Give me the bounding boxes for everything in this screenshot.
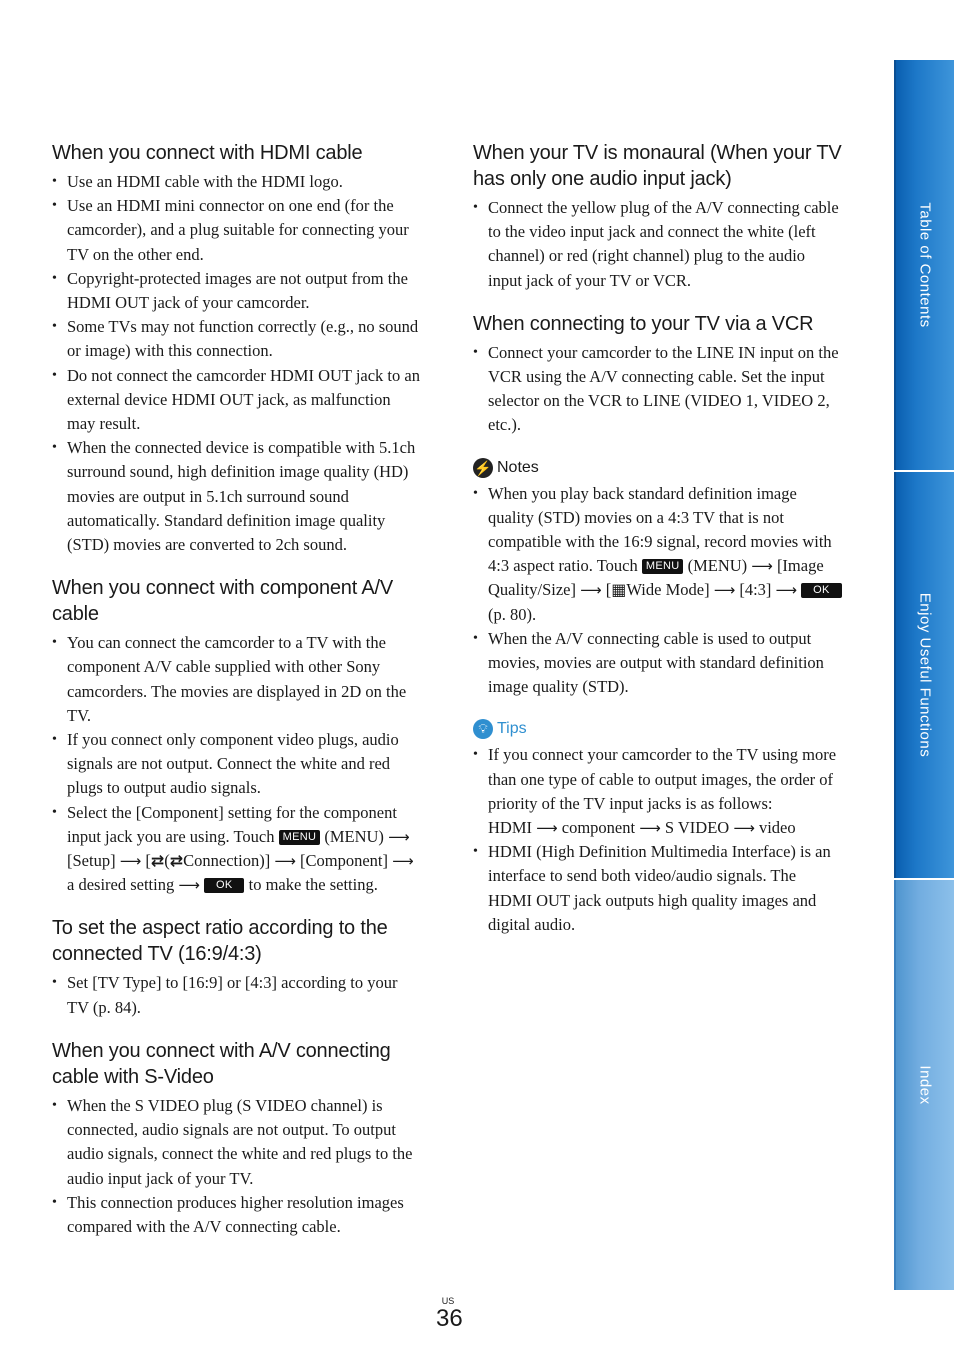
list-item: • You can connect the camcorder to a TV with the component A/V cable supplied with other Sony camcorders. The movies are displayed in 2D on the TV. bbox=[52, 631, 422, 728]
tab-label: Table of Contents bbox=[916, 202, 934, 328]
right-arrow-icon: ⟶ bbox=[388, 827, 410, 846]
tab-enjoy-useful-functions[interactable] bbox=[894, 472, 954, 878]
vcr-section bbox=[473, 311, 843, 438]
bullet-list bbox=[473, 341, 843, 438]
text: (p. 80). bbox=[488, 604, 537, 624]
ok-button-icon: OK bbox=[801, 583, 842, 598]
text: a desired setting bbox=[67, 875, 175, 895]
list-item: • Set [TV Type] to [16:9] or [4:3] according to your TV (p. 84). bbox=[52, 971, 422, 1019]
text: [Component] bbox=[299, 851, 388, 871]
text: ( bbox=[164, 851, 170, 871]
lightbulb-icon: 💡︎ bbox=[473, 719, 493, 739]
text: If you connect your camcorder to the TV using more than one type of cable to output images, the order of priority of the TV input jacks is as follows: bbox=[488, 745, 837, 813]
list-item: • Use an HDMI mini connector on one end (for the camcorder), and a plug suitable for connecting your TV on the other end. bbox=[52, 194, 422, 267]
page-number-value: 36 bbox=[436, 1305, 463, 1332]
text: [Image Quality/Size] bbox=[488, 556, 824, 600]
list-item: • Do not connect the camcorder HDMI OUT jack to an external device HDMI OUT jack, as malfunction may result. bbox=[52, 364, 422, 437]
list-item: • When the A/V connecting cable is used to output movies, movies are output with standard definition image quality (STD). bbox=[473, 627, 843, 700]
list-item-aspect-note bbox=[473, 482, 843, 627]
left-column bbox=[52, 140, 422, 1257]
list-item: • Some TVs may not function correctly (e.g., no sound or image) with this connection. bbox=[52, 315, 422, 363]
right-arrow-icon: ⟶ bbox=[775, 581, 798, 600]
tab-label: Index bbox=[916, 1065, 934, 1105]
connection-icon: ⇄ bbox=[150, 851, 165, 871]
menu-button-icon: MENU bbox=[279, 830, 321, 845]
list-item: • This connection produces higher resolution images compared with the A/V connecting cable. bbox=[52, 1191, 422, 1239]
priority-item: S VIDEO bbox=[664, 818, 730, 838]
section-heading: When connecting to your TV via a VCR bbox=[473, 312, 814, 335]
bullet-list bbox=[473, 743, 843, 937]
right-arrow-icon: ⟶ bbox=[119, 852, 142, 871]
list-item: • If you connect only component video plugs, audio signals are not output. Connect the white and red plugs to output audio signals. bbox=[52, 728, 422, 801]
right-arrow-icon: ⟶ bbox=[392, 852, 414, 871]
right-column bbox=[473, 140, 843, 955]
text: [ bbox=[605, 580, 612, 600]
section-heading: When you connect with component A/V cable bbox=[52, 577, 393, 626]
section-heading: When your TV is monaural (When your TV has only one audio input jack) bbox=[473, 142, 842, 190]
text: [4:3] bbox=[739, 580, 772, 600]
tab-index[interactable] bbox=[894, 880, 954, 1290]
component-section bbox=[52, 575, 422, 897]
section-heading: To set the aspect ratio according to the connected TV (16:9/4:3) bbox=[52, 917, 388, 966]
text: Select the [Component] setting for the component input jack you are using. bbox=[67, 802, 397, 846]
connection-icon: ⇄ bbox=[169, 851, 184, 871]
right-arrow-icon: ⟶ bbox=[580, 581, 602, 600]
right-arrow-icon: ⟶ bbox=[536, 819, 558, 838]
right-arrow-icon: ⟶ bbox=[274, 852, 296, 871]
section-heading: When you connect with A/V connecting cable with S-Video bbox=[52, 1039, 391, 1088]
menu-button-icon: MENU bbox=[642, 559, 684, 574]
bullet-list bbox=[52, 631, 422, 897]
bullet-list bbox=[52, 1094, 422, 1239]
text: [ bbox=[145, 851, 151, 871]
bullet-list bbox=[473, 196, 843, 293]
tab-label: Enjoy Useful Functions bbox=[916, 592, 934, 758]
list-item: • HDMI (High Definition Multimedia Interface) is an interface to send both video/audio signals. The HDMI OUT jack outputs high quality images and digital audio. bbox=[473, 840, 843, 937]
text: Connection)] bbox=[183, 851, 271, 871]
bullet-list bbox=[52, 971, 422, 1019]
list-item: • Copyright-protected images are not output from the HDMI OUT jack of your camcorder. bbox=[52, 267, 422, 315]
list-item: • Connect your camcorder to the LINE IN input on the VCR using the A/V connecting cable. Set the input selector on the VCR to LINE (VIDEO 1, VIDEO 2, etc.). bbox=[473, 341, 843, 438]
film-icon: ▦ bbox=[611, 580, 627, 600]
right-arrow-icon: ⟶ bbox=[178, 876, 200, 895]
list-item-priority bbox=[473, 743, 843, 840]
notes-section bbox=[473, 456, 843, 700]
text: When you play back standard definition image quality (STD) movies on a 4:3 TV that is not compatible with the 16:9 signal, record movies with 4:3 aspect ratio. Touch bbox=[488, 483, 832, 576]
list-item: • When the connected device is compatible with 5.1ch surround sound, high definition image quality (HD) movies are output in 5.1ch surround sound automatically. Standard definition image quality (STD) movies are converted to 2ch sound. bbox=[52, 436, 422, 557]
tips-section bbox=[473, 717, 843, 937]
text: Wide Mode] bbox=[626, 580, 710, 600]
list-item: • Use an HDMI cable with the HDMI logo. bbox=[52, 170, 422, 194]
text: (MENU) bbox=[687, 556, 748, 576]
tab-table-of-contents[interactable] bbox=[894, 60, 954, 470]
svideo-section bbox=[52, 1038, 422, 1239]
page-number bbox=[436, 1296, 463, 1332]
right-arrow-icon: ⟶ bbox=[733, 819, 755, 838]
text: to make the setting. bbox=[248, 875, 378, 895]
aspect-section bbox=[52, 915, 422, 1019]
list-item: • When the S VIDEO plug (S VIDEO channel) is connected, audio signals are not output. To output audio signals, connect the white and red plugs to the audio input jack of your TV. bbox=[52, 1094, 422, 1191]
tips-label: Tips bbox=[497, 720, 527, 738]
monaural-section bbox=[473, 140, 843, 293]
notes-heading bbox=[473, 456, 843, 480]
text: (MENU) bbox=[324, 826, 384, 846]
text: [Setup] bbox=[67, 851, 116, 871]
list-item: • Connect the yellow plug of the A/V connecting cable to the video input jack and connect the white (left channel) or red (right channel) plug to the audio input jack of your TV or VCR. bbox=[473, 196, 843, 293]
priority-item: component bbox=[561, 818, 636, 838]
right-arrow-icon: ⟶ bbox=[639, 819, 661, 838]
bullet-list bbox=[52, 170, 422, 557]
right-arrow-icon: ⟶ bbox=[751, 557, 773, 576]
section-heading: When you connect with HDMI cable bbox=[52, 142, 363, 164]
list-item-component-setting bbox=[52, 801, 422, 898]
hdmi-section bbox=[52, 140, 422, 557]
bullet-list bbox=[473, 482, 843, 700]
right-arrow-icon: ⟶ bbox=[713, 581, 736, 600]
region-code: US bbox=[441, 1296, 455, 1306]
ok-button-icon: OK bbox=[204, 878, 245, 893]
tips-heading bbox=[473, 717, 843, 741]
notes-icon: ⚡ bbox=[474, 459, 492, 476]
priority-item: HDMI bbox=[488, 818, 532, 838]
text: Touch bbox=[233, 826, 275, 846]
priority-item: video bbox=[758, 818, 796, 838]
notes-label: Notes bbox=[497, 458, 539, 476]
